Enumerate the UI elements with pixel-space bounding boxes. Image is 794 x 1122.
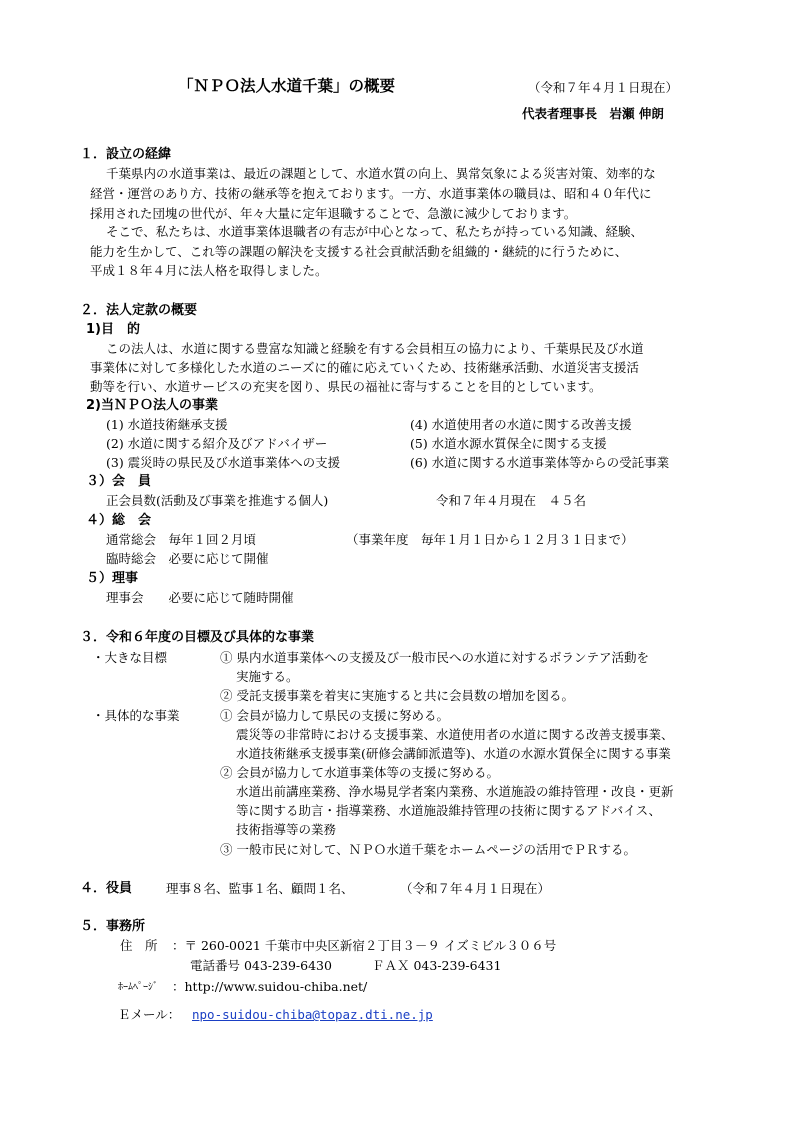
business-item-4: (4) 水道使用者の水道に関する改善支援 <box>410 417 632 432</box>
section-5-heading: ５．事務所 <box>80 919 146 934</box>
address: ：〒 260-0021 千葉市中央区新宿２丁目３－９ イズミビル３０６号 <box>172 938 557 953</box>
representative: 代表者理事長 岩瀬 伸朗 <box>522 106 664 121</box>
biz-2-line-2: 等に関する助言・指導業務、水道施設維持管理の技術に関するアドバイス、 <box>236 803 662 818</box>
s1-line-3: 採用された団塊の世代が、年々大量に定年退職することで、急激に減少しております。 <box>90 206 577 221</box>
business-item-5: (5) 水道水源水質保全に関する支援 <box>410 436 607 451</box>
business-item-6: (6) 水道に関する水道事業体等からの受託事業 <box>410 455 670 470</box>
s1-line-2: 経営・運営のあり方、技術の継承等を抱えております。一方、水道事業体の職員は、昭和４０年代に <box>90 186 652 201</box>
purpose-line-2: 事業体に対して多様化した水道のニーズに的確に応えていくため、技術継承活動、水道災害支援活 <box>90 360 639 375</box>
email-link[interactable]: npo-suidou-chiba@topaz.dti.ne.jp <box>192 1007 433 1022</box>
goal-2: ② 受託支援事業を着実に実施すると共に会員数の増加を図る。 <box>220 688 574 703</box>
section-3-heading: ３．令和６年度の目標及び具体的な事業 <box>80 630 315 645</box>
business-heading: 2)当ＮＰＯ法人の事業 <box>86 398 218 413</box>
fiscal-year: （事業年度 毎年１月１日から１２月３１日まで） <box>346 532 634 547</box>
general-meeting-regular: 通常総会 毎年１回２月頃 <box>106 532 257 547</box>
goal-1-cont: 実施する。 <box>236 669 299 684</box>
business-label: ・具体的な事業 <box>92 708 180 723</box>
members-label: 正会員数(活動及び事業を推進する個人) <box>106 493 329 508</box>
biz-2-line-1: 水道出前講座業務、浄水場見学者案内業務、水道施設の維持管理・改良・更新 <box>236 784 674 799</box>
general-meeting-heading: ４）総 会 <box>86 513 152 528</box>
s1-line-5: 能力を生かして、これ等の課題の解決を支援する社会貢献活動を組織的・継続的に行うために、 <box>90 244 628 259</box>
biz-1: ① 会員が協力して県民の支援に努める。 <box>220 708 449 723</box>
biz-2-line-3: 技術指導等の業務 <box>236 822 337 837</box>
fax: ＦＡＸ 043-239-6431 <box>372 958 502 973</box>
purpose-heading: 1)目 的 <box>86 322 140 337</box>
officers-text: 理事８名、監事１名、顧問１名、 <box>166 881 354 896</box>
email-label: Ｅメール： <box>118 1007 181 1022</box>
business-item-1: (1) 水道技術継承支援 <box>106 417 228 432</box>
s1-line-1: 千葉県内の水道事業は、最近の課題として、水道水質の向上、異常気象による災害対策、効率的な <box>106 166 656 181</box>
phone: 電話番号 043-239-6430 <box>190 958 332 973</box>
biz-1-line-1: 震災等の非常時における支援事業、水道使用者の水道に関する改善支援事業、 <box>236 727 674 742</box>
biz-3: ③ 一般市民に対して、ＮＰＯ水道千葉をホームページの活用でＰＲする。 <box>220 842 636 857</box>
board-heading: ５）理事 <box>86 571 139 586</box>
board-text: 理事会 必要に応じて随時開催 <box>106 590 294 605</box>
section-4-heading: ４．役員 <box>80 881 133 896</box>
business-item-3: (3) 震災時の県民及び水道事業体への支援 <box>106 455 341 470</box>
document-title: 「ＮＰＯ法人水道千葉」の概要 <box>178 77 396 95</box>
as-of-date: （令和７年４月１日現在） <box>528 80 679 95</box>
members-heading: ３）会 員 <box>86 474 152 489</box>
homepage-label: ﾎｰﾑﾍﾟｰｼﾞ <box>118 982 158 993</box>
goal-1: ① 県内水道事業体への支援及び一般市民への水道に対するボランテア活動を <box>220 650 649 665</box>
biz-1-line-2: 水道技術継承支援事業(研修会講師派遣等)、水道の水源水質保全に関する事業 <box>236 746 671 761</box>
s1-line-6: 平成１８年４月に法人格を取得しました。 <box>90 263 328 278</box>
address-label: 住 所 <box>120 938 158 953</box>
purpose-line-3: 動等を行い、水道サービスの充実を図り、県民の福祉に寄与することを目的としています。 <box>90 379 602 394</box>
s1-line-4: そこで、私たちは、水道事業体退職者の有志が中心となって、私たちが持っている知識、経験、 <box>106 224 644 239</box>
general-meeting-extra: 臨時総会 必要に応じて開催 <box>106 551 269 566</box>
purpose-line-1: この法人は、水道に関する豊富な知識と経験を有する会員相互の協力により、千葉県民及び水道 <box>106 341 644 356</box>
biz-2: ② 会員が協力して水道事業体等の支援に努める。 <box>220 765 499 780</box>
business-item-2: (2) 水道に関する紹介及びアドバイザー <box>106 436 328 451</box>
section-1-heading: １．設立の経緯 <box>80 147 172 162</box>
goal-label: ・大きな目標 <box>92 650 168 665</box>
section-2-heading: ２．法人定款の概要 <box>80 303 198 318</box>
members-value: 令和７年４月現在 ４５名 <box>436 493 587 508</box>
officers-date: （令和７年４月１日現在） <box>400 881 551 896</box>
homepage-url[interactable]: ：http://www.suidou-chiba.net/ <box>172 979 368 994</box>
